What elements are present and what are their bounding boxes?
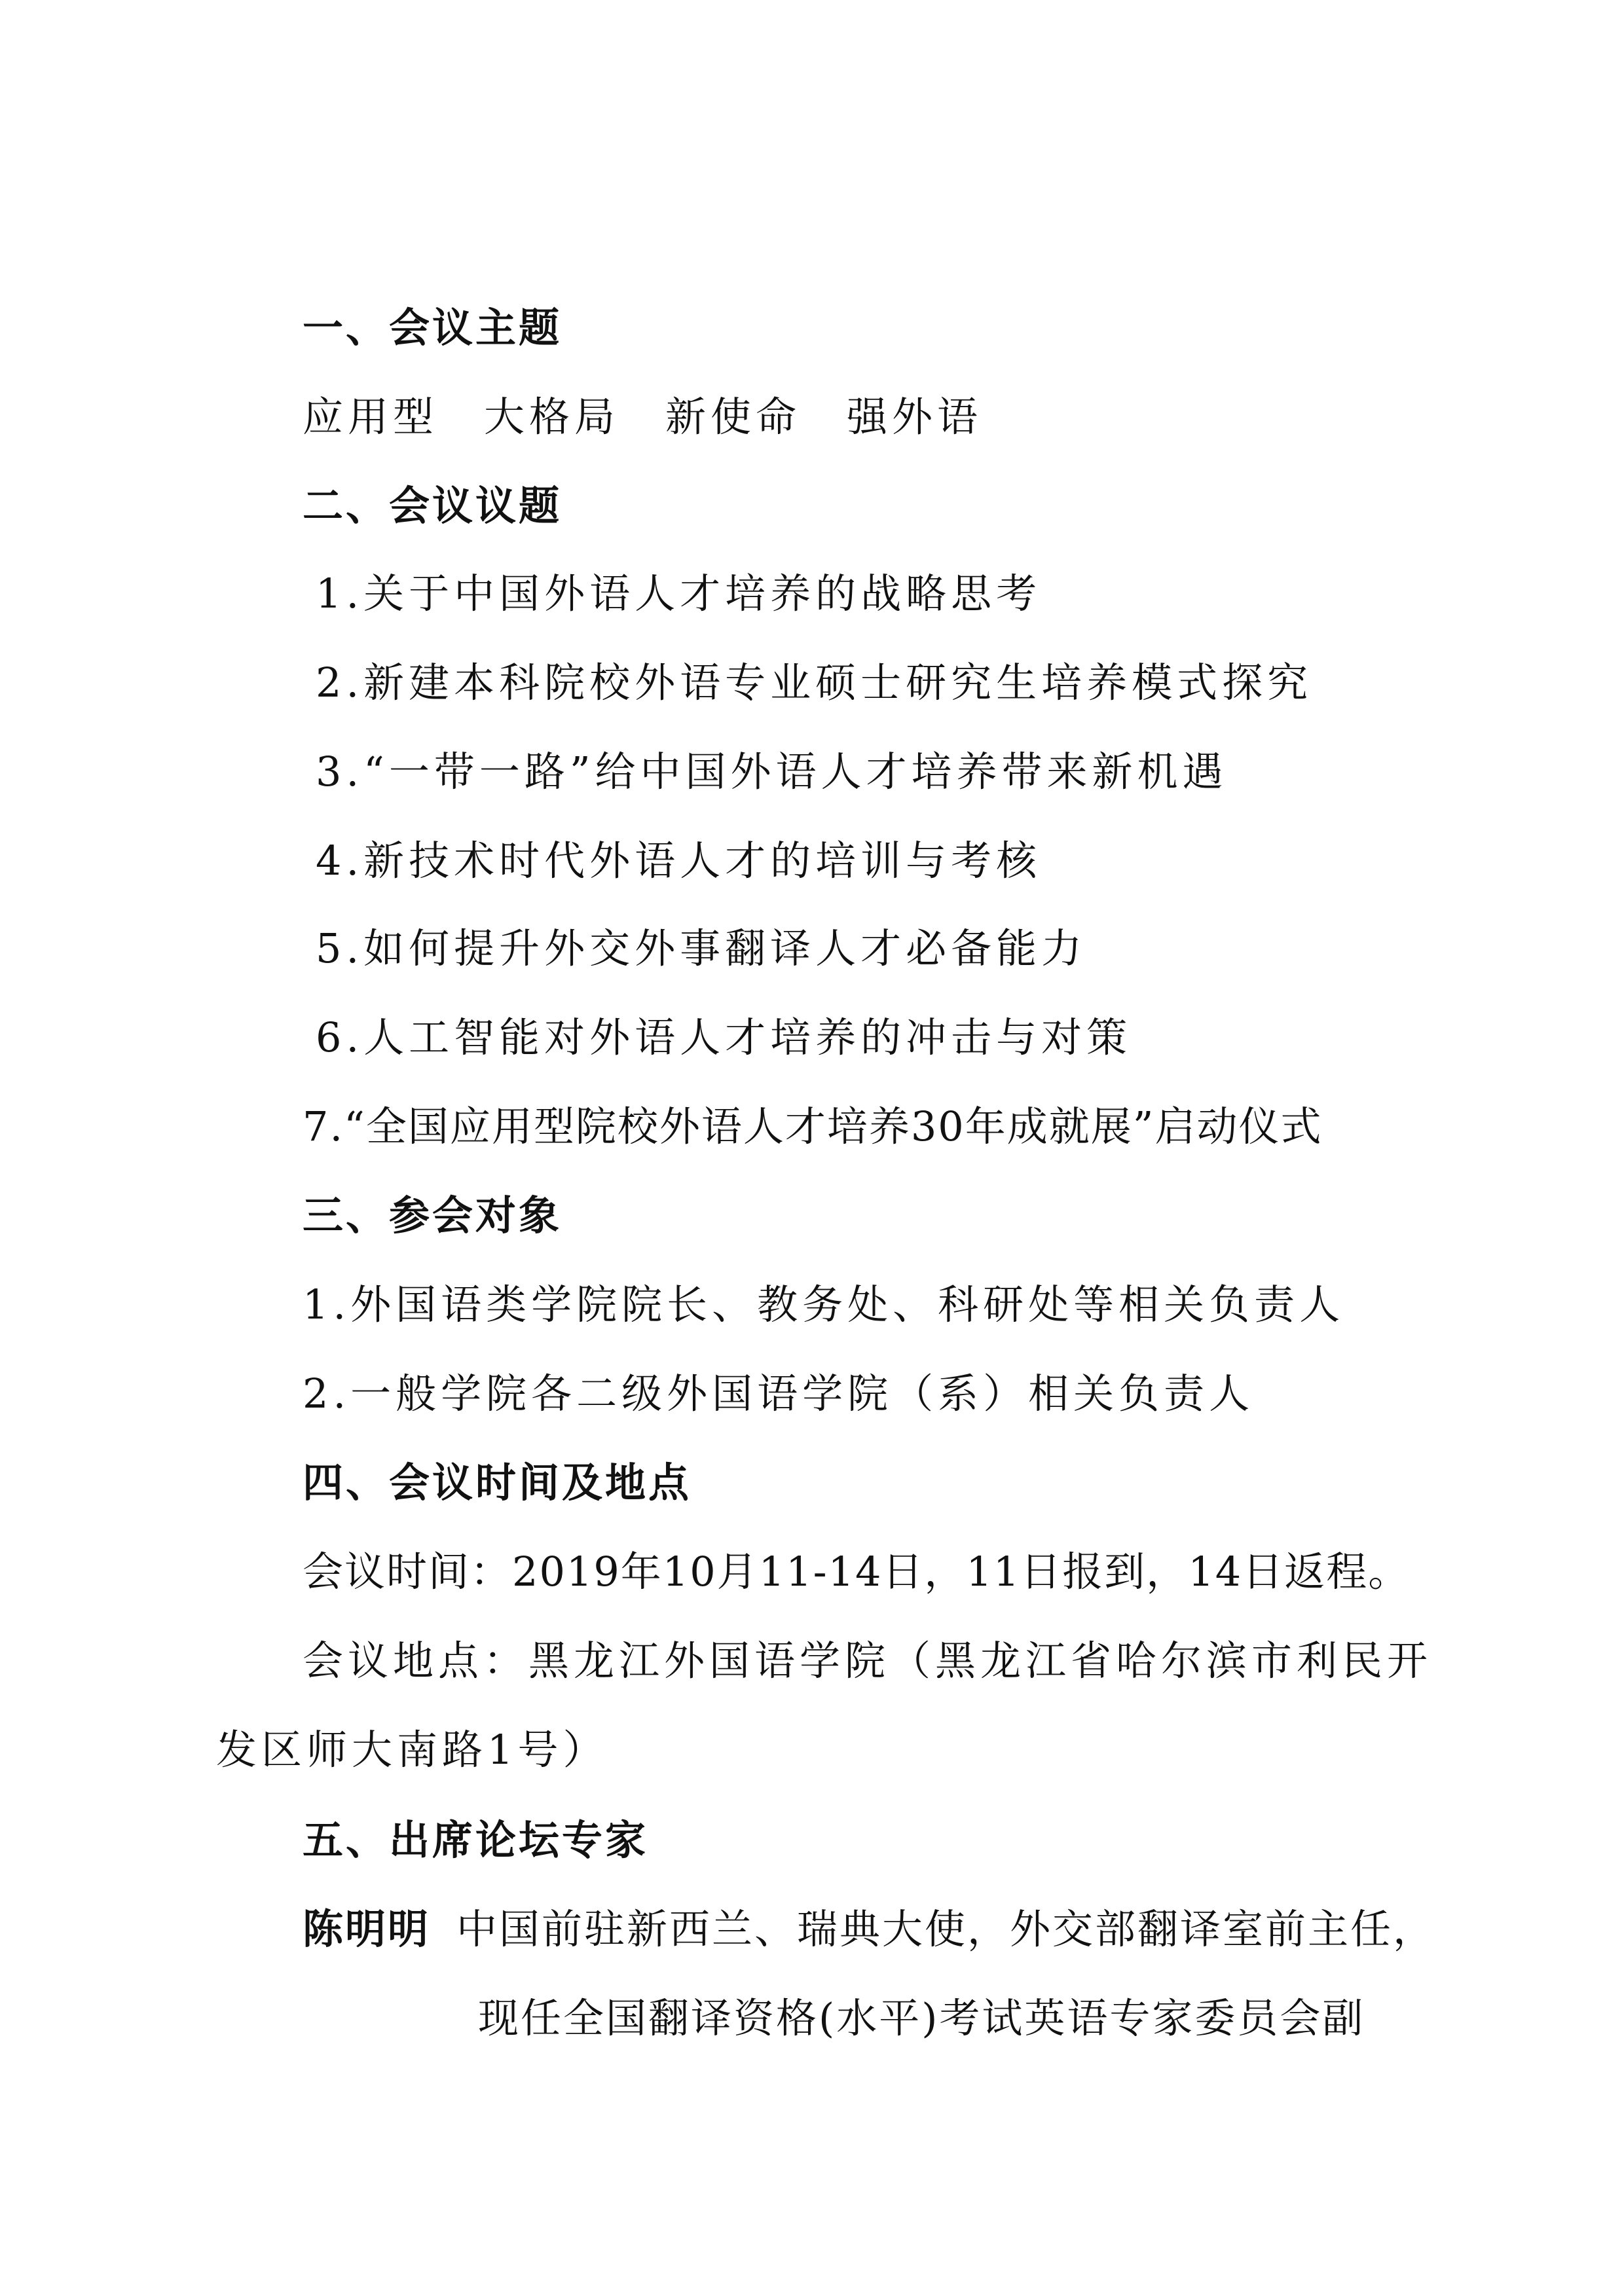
section-heading-topics: 二、会议议题 [303,482,563,530]
section-heading-time-place: 四、会议时间及地点 [303,1459,692,1506]
expert-desc-line2: 现任全国翻译资格(水平)考试英语专家委员会副 [478,1994,1365,2042]
section-heading-experts: 五、出席论坛专家 [303,1816,649,1864]
theme-item: 强外语 [847,393,983,441]
meeting-place-line1: 会议地点：黑龙江外国语学院（黑龙江省哈尔滨市利民开 [303,1637,1433,1685]
attendee-item: 1.外国语类学院院长、教务处、科研处等相关负责人 [303,1281,1345,1328]
section-heading-theme: 一、会议主题 [303,304,563,352]
topic-item: 7.“全国应用型院校外语人才培养30年成就展”启动仪式 [303,1102,1323,1150]
topic-item: 2.新建本科院校外语专业硕士研究生培养模式探究 [316,659,1313,706]
topic-item: 4.新技术时代外语人才的培训与考核 [316,837,1042,884]
theme-item: 大格局 [484,393,620,441]
theme-list [303,393,983,441]
topic-item: 1.关于中国外语人才培养的战略思考 [316,570,1042,617]
expert-name: 陈明明 [303,1905,431,1953]
attendee-item: 2.一般学院各二级外国语学院（系）相关负责人 [303,1370,1255,1417]
topic-item: 3.“一带一路”给中国外语人才培养带来新机遇 [316,748,1228,795]
expert-entry [303,1905,1436,1953]
meeting-time: 会议时间：2019年10月11-14日，11日报到，14日返程。 [303,1548,1411,1595]
theme-item: 新使命 [665,393,802,441]
topic-item: 5.如何提升外交外事翻译人才必备能力 [316,924,1087,972]
meeting-place-line2: 发区师大南路1号） [216,1726,608,1774]
expert-desc-line1: 中国前驻新西兰、瑞典大使，外交部翻译室前主任， [456,1905,1436,1953]
section-heading-attendees: 三、参会对象 [303,1192,563,1239]
topic-item: 6.人工智能对外语人才培养的冲击与对策 [316,1013,1132,1061]
theme-item: 应用型 [303,393,439,441]
